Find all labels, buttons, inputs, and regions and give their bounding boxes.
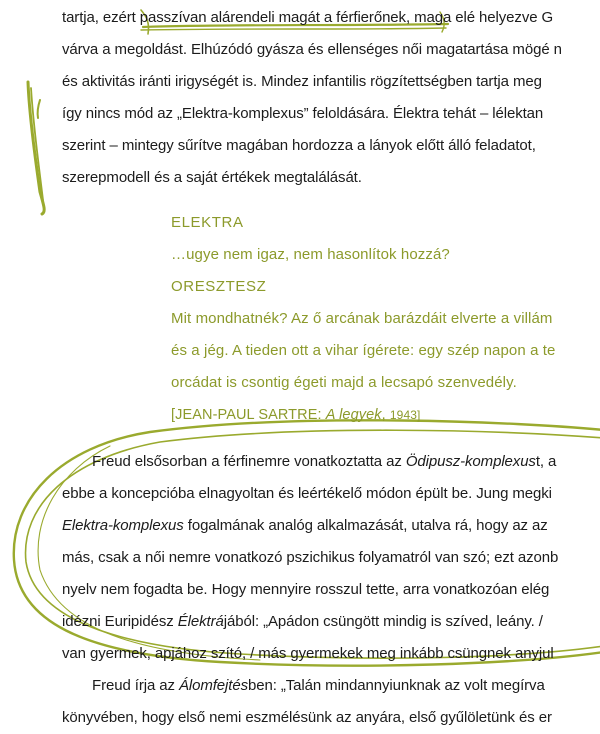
source-title: A legyek — [325, 407, 382, 423]
text-line: szerint – mintegy sűrítve magában hordozza a lányok előtt álló feladatot, — [62, 137, 536, 154]
text-run: idézni Euripidész — [62, 613, 178, 630]
text-line: és aktivitás iránti irigységét is. Mindez infantilis rögzítettségben tartja meg — [62, 73, 542, 90]
text-run: Freud elsősorban a férfinemre vonatkoztatta az — [92, 453, 406, 470]
quote-line: Mit mondhatnék? Az ő arcának barázdáit elverte a villám — [171, 310, 553, 327]
text-line: ebbe a koncepcióba elnagyoltan és leértékelő módon épült be. Jung megki — [62, 485, 552, 502]
italic-term: Ödipusz-komplexus — [405, 453, 536, 470]
margin-bracket — [28, 82, 44, 214]
text-line: tartja, ezért passzívan alárendeli magát a férfierőnek, maga elé helyezve G — [62, 9, 554, 26]
text-run: t, a — [535, 453, 557, 470]
text-run: fogalmának analóg alkalmazását, utalva rá, hogy az az — [183, 517, 548, 534]
text-line: szerepmodell és a saját értékek megtalálását. — [62, 169, 362, 186]
text-line — [92, 676, 545, 696]
margin-bracket-3 — [38, 100, 40, 118]
quote-line: …ugye nem igaz, nem hasonlítok hozzá? — [171, 246, 450, 263]
quote-speaker: ORESZTESZ — [171, 278, 267, 295]
text-line: más, csak a női nemre vonatkozó pszichikus folyamatról van szó; ezt azonb — [62, 549, 559, 566]
quote-speaker: ELEKTRA — [171, 214, 244, 231]
quote-line: és a jég. A tieden ott a vihar ígérete: egy szép napon a te — [171, 342, 556, 359]
source-author: [JEAN-PAUL SARTRE: — [171, 407, 326, 423]
quote-line: orcádat is csontig égeti majd a lecsapó szenvedély. — [171, 374, 517, 391]
text-run: Freud írja az — [92, 677, 179, 694]
italic-term: Elektra-komplexus — [62, 517, 184, 534]
italic-term: Álomfejtés — [178, 677, 248, 694]
quote-source — [171, 405, 420, 425]
text-line: nyelv nem fogadta be. Hogy mennyire rosszul tette, arra vonatkozóan elég — [62, 581, 550, 598]
text-line — [62, 612, 543, 632]
source-year: 1943] — [389, 408, 421, 422]
text-line — [92, 452, 556, 472]
source-separator: , — [381, 407, 390, 423]
text-line: így nincs mód az „Elektra-komplexus” feloldására. Élektra tehát – lélektan — [62, 105, 544, 122]
italic-term: Élektrá — [177, 613, 224, 630]
underline-stroke-2 — [141, 28, 446, 30]
text-run: ben: „Talán mindannyiunknak az volt megírva — [248, 677, 545, 694]
text-line: könyvében, hogy első nemi eszmélésünk az anyára, első gyűlöletünk és er — [62, 709, 552, 726]
text-line — [62, 516, 548, 536]
text-line: van gyermek, apjához szító, / más gyermekek meg inkább csüngnek anyjul — [62, 645, 554, 662]
margin-bracket-2 — [31, 88, 43, 200]
text-line: várva a megoldást. Elhúzódó gyásza és ellenséges női magatartása mögé n — [62, 41, 562, 58]
text-run: jából: „Apádon csüngött mindig is szíved, leány. / — [223, 613, 543, 630]
